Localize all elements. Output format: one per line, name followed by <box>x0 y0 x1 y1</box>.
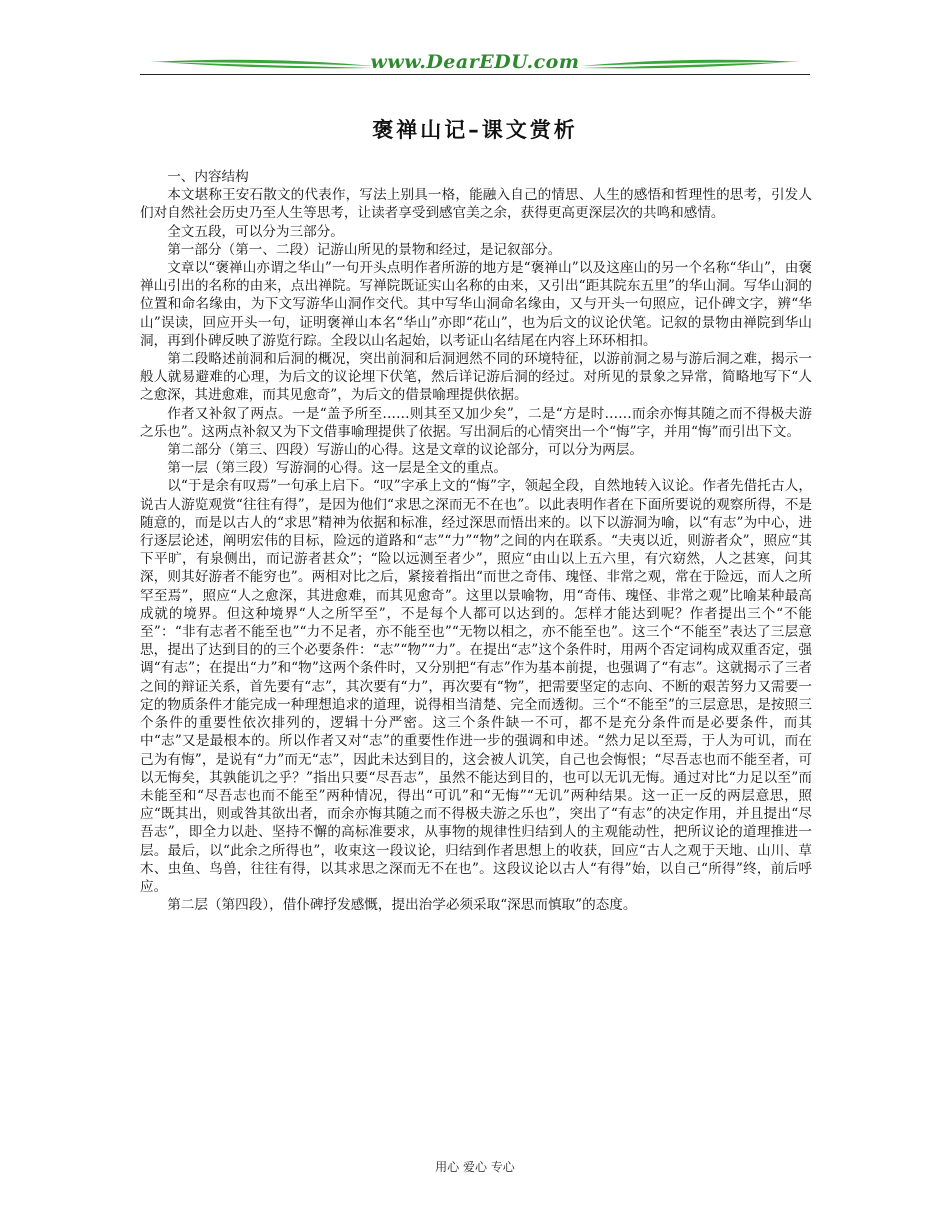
header-divider <box>140 74 810 75</box>
paragraph: 本文堪称王安石散文的代表作，写法上别具一格，能融入自己的情思、人生的感悟和哲理性的思考，引发人们对自然社会历史乃至人生等思考，让读者享受到感官美之余，获得更高更深层次的共鸣和感情。 <box>140 187 812 222</box>
paragraph: 全文五段，可以分为三部分。 <box>167 223 344 240</box>
paragraph: 第二层（第四段），借仆碑抒发感慨，提出治学必须采取“深思而慎取”的态度。 <box>167 897 637 914</box>
page-title: 褒禅山记–课文赏析 <box>372 118 578 142</box>
section-heading: 一、内容结构 <box>167 169 249 185</box>
paragraph: 第二段略述前洞和后洞的概况，突出前洞和后洞迥然不同的环境特征，以游前洞之易与游后洞之难，揭示一般人就易避难的心理，为后文的议论埋下伏笔，然后详记游后洞的经过。对所见的景象之异常，简略地写下“人之愈深，其进愈难，而其见愈奇”，为后文的借景喻理提供依据。 <box>140 351 812 404</box>
paragraph: 以“于是余有叹焉”一句承上启下。“叹”字承上文的“悔”字，领起全段，自然地转入议论。作者先借托古人，说古人游览观赏“往往有得”，是因为他们“求思之深而无不在也”。以此表明作者在下面所要说的观察所得，不是随意的，而是以古人的“求思”精神为依据和标准，经过深思而悟出来的。以下以游洞为喻，以“有志”为中心，进行逐层论述，阐明宏伟的目标，险远的道路和“志”“力”“物”之间的内在联系。“夫夷以近，则游者众”，照应“其下平旷，有泉侧出，而记游者甚众”；“险以远测至者少”，照应“由山以上五六里，有穴窈然，人之甚寒，问其深，则其好游者不能穷也”。两相对比之后，紧接着指出“而世之奇伟、瑰怪、非常之观，常在于险远，而人之所罕至焉”，照应“人之愈深，其进愈难，而其见愈奇”。这里以景喻物，用“奇伟、瑰怪、非常之观”比喻某种最高成就的境界。但这种境界“人之所罕至”，不是每个人都可以达到的。怎样才能达到呢？作者提出三个“不能至”：“非有志者不能至也”“力不足者，亦不能至也”“无物以相之，亦不能至也”。这三个“不能至”表达了三层意思，提出了达到目的的三个必要条件：“志”“物”“力”。在提出“志”这个条件时，用两个否定词构成双重否定，强调“有志”；在提出“力”和“物”这两个条件时，又分别把“有志”作为基本前提，也强调了“有志”。这就揭示了三者之间的辩证关系，首先要有“志”，其次要有“力”，再次要有“物”，把需要坚定的志向、不断的艰苦努力又需要一定的物质条件才能完成一种理想追求的道理，说得相当清楚、完全而透彻。三个“不能至”的三层意思，是按照三个条件的重要性依次排列的，逻辑十分严密。这三个条件缺一不可，都不是充分条件而是必要条件，而其中“志”又是最根本的。所以作者又对“志”的重要性作进一步的强调和申述。“然力足以至焉，于人为可讥，而在己为有悔”，是说有“力”而无“志”，因此未达到目的，这会被人讥笑，自己也会悔恨；“尽吾志也而不能至者，可以无悔矣，其孰能讥之乎？”指出只要“尽吾志”，虽然不能达到目的，也可以无讥无悔。通过对比“力足以至”而未能至和“尽吾志也而不能至”两种情况，得出“可讥”和“无悔”“无讥”两种结果。这一正一反的两层意思，照应“既其出，则或咎其欲出者，而余亦悔其随之而不得极夫游之乐也”，突出了“有志”的决定作用，并且提出“尽吾志”，即全力以赴、坚持不懈的高标准要求，从事物的规律性归结到人的主观能动性，把所议论的道理推进一层。最后，以“此余之所得也”，收束这一段议论，归结到作者思想上的收获，回应“古人之观于天地、山川、草木、虫鱼、鸟兽，往往有得，以其求思之深而无不在也”。这段议论以古人“有得”始，以自己“所得”终，前后呼应。 <box>140 478 812 895</box>
article-body <box>140 168 812 914</box>
paragraph: 第一部分（第一、二段）记游山所见的景物和经过，是记叙部分。 <box>167 241 562 258</box>
paragraph: 文章以“褒禅山亦谓之华山”一句开头点明作者所游的地方是“褒禅山”以及这座山的另一个名称“华山”，由褒禅山引出的名称的由来，点出禅院。写禅院既证实山名称的由来，又引出“距其院东五里”的华山洞。写华山洞的位置和命名缘由，为下文写游华山洞作交代。其中写华山洞命名缘由，又与开头一句照应，记仆碑文字，辨“华山”误读，回应开头一句，证明褒禅山本名“华山”亦即“花山”，也为后文的议论伏笔。记叙的景物由禅院到华山洞，再到仆碑反映了游览行踪。全段以山名起始，以考证山名结尾在内容上环环相扣。 <box>140 260 812 349</box>
site-logo-text[interactable]: www.DearEDU.com <box>370 51 580 73</box>
paragraph: 作者又补叙了两点。一是“盖予所至……则其至又加少矣”，二是“方是时……而余亦悔其随之而不得极夫游之乐也”。这两点补叙又为下文借事喻理提供了依据。写出洞后的心情突出一个“悔”字，并用“悔”而引出下文。 <box>140 405 812 440</box>
site-header <box>140 48 810 88</box>
page-footer: 用心 爱心 专心 <box>435 1160 515 1174</box>
paragraph: 第一层（第三段）写游洞的心得。这一层是全文的重点。 <box>167 460 508 477</box>
paragraph: 第二部分（第三、四段）写游山的心得。这是文章的议论部分，可以分为两层。 <box>167 442 643 459</box>
